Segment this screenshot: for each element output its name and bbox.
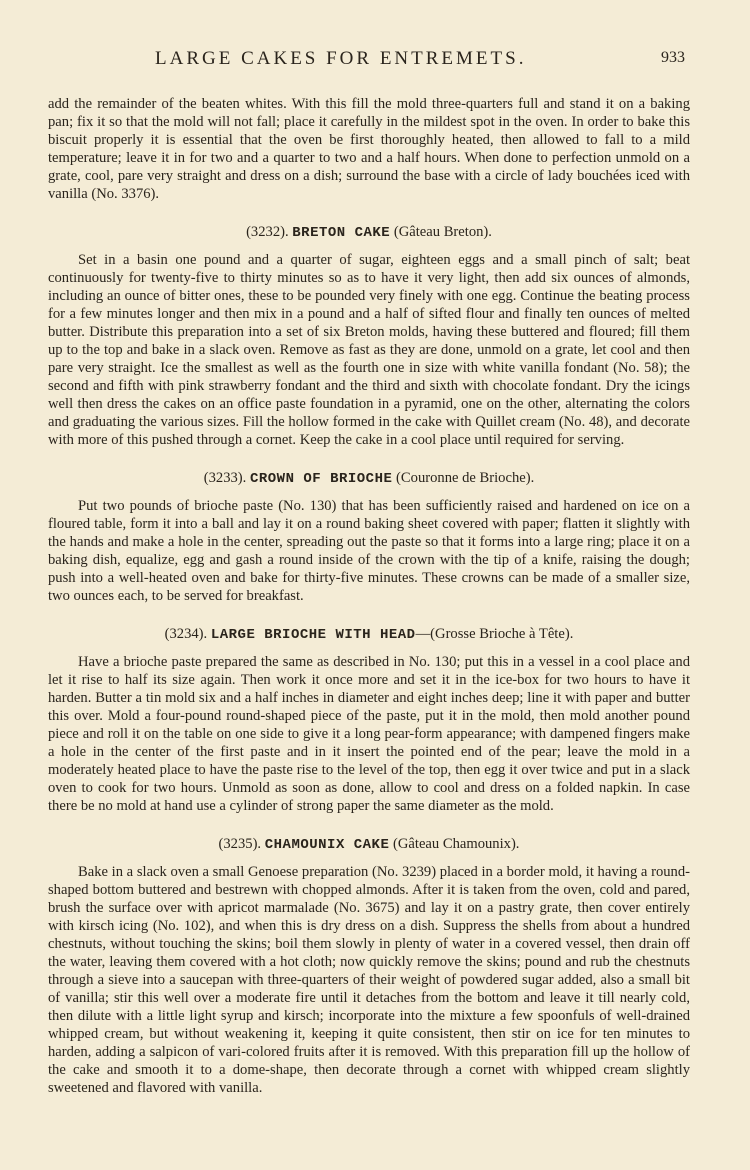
recipe-subtitle: (Gâteau Breton). [393, 224, 492, 240]
recipe-title: CHAMOUNIX CAKE [264, 837, 390, 853]
recipe-text-3234: Have a brioche paste prepared the same as described in No. 130; put this in a vessel in a cool place and let it rise to half its size again. Then work it once more and set it in the ice-box for two hours to have it harden. Butter a tin mold six and a half inches in diameter and eight inches deep; line it with paper and butter this over. Mold a four-pound round-shaped piece of the paste, put it in the mold, then mold another pound piece and roll it on the table on one side to give it a long pear-form appearance; with dampened fingers make a hole in the center of the first paste and in it insert the pointed end of the pear; leave the mold in a moderately heated place to have the paste rise to the level of the top, then egg it over twice and put in a slack oven to cook for two hours. Unmold as soon as done, allow to cool and dress on a folded napkin. In case there be no mold at hand use a cylinder of strong paper the same diameter as the mold. [48, 654, 690, 814]
continuation-paragraph: add the remainder of the beaten whites. With this fill the mold three-quarters full and stand it on a baking pan; fix it so that the mold will not fall; place it carefully in the mildest spot in the oven. In order to bake this biscuit properly it is essential that the oven be first thoroughly heated, then allowed to fall to a mild temperature; leave it in for two and a quarter to two and a half hours. When done to perfection unmold on a grate, cool, pare very straight and dress on a dish; surround the base with a circle of lady bouchées iced with vanilla (No. 3376). [48, 96, 690, 202]
recipe-subtitle: (Couronne de Brioche). [396, 470, 535, 486]
recipe-number: (3232). [246, 224, 289, 240]
recipe-title: CROWN OF BRIOCHE [249, 471, 393, 487]
recipe-heading-3233 [48, 469, 690, 488]
recipe-number: (3233). [203, 470, 247, 486]
recipe-heading-3235 [48, 835, 690, 854]
recipe-heading-3232 [48, 223, 690, 242]
recipe-subtitle: —(Grosse Brioche à Tête). [415, 626, 574, 642]
recipe-text-3233: Put two pounds of brioche paste (No. 130) that has been sufficiently raised and hardened on ice on a floured table, form it into a ball and lay it on a round baking sheet covered with paper; flatten it slightly with the hands and make a hole in the center, spreading out the paste so that it forms into a large ring; place it on a baking dish, equalize, egg and gash a round inside of the crown with the tip of a knife, raising the dough; push into a well-heated oven and bake for thirty-five minutes. These crowns can be made of a smaller size, two ounces each, to be served for breakfast. [48, 498, 690, 604]
recipe-text-3235: Bake in a slack oven a small Genoese preparation (No. 3239) placed in a border mold, it having a round-shaped bottom buttered and bestrewn with chopped almonds. After it is taken from the oven, cold and pared, brush the surface over with apricot marmalade (No. 3675) and lay it on a pastry grate, then cover entirely with kirsch icing (No. 102), and when this is dry dress on a dish. Suppress the shells from about a hundred chestnuts, without touching the skins; boil them slowly in plenty of water in a covered vessel, then drain off the water, leaving them covered with a hot cloth; now quickly remove the skins; pound and rub the chestnuts through a sieve into a saucepan with three-quarters of their weight of powdered sugar added, also a small bit of vanilla; stir this well over a moderate fire until it detaches from the bottom and leave it till nearly cold, then dilute with a little light syrup and kirsch; incorporate into the mixture a few spoonfuls of well-drained whipped cream, but without weakening it, keeping it quite consistent, then stir on ice for ten minutes to harden, adding a salpicon of vari-colored fruits after it is removed. With this preparation fill up the hollow of the cake and smooth it to a dome-shape, then decorate through a cornet with whipped cream slightly sweetened and flavored with vanilla. [48, 864, 690, 1096]
recipe-number: (3235). [218, 836, 262, 852]
recipe-text-3232: Set in a basin one pound and a quarter of sugar, eighteen eggs and a small pinch of salt; beat continuously for twenty-five to thirty minutes so as to have it very light, then add six ounces of almonds, including an ounce of bitter ones, these to be pounded very finely with one egg. Continue the beating process for a few minutes longer and then mix in a pound and a half of sifted flour and finally ten ounces of melted butter. Distribute this preparation into a set of six Breton molds, having these buttered and floured; fill them up to the top and bake in a slack oven. Remove as fast as they are done, unmold on a grate, let cool and then pare very straight. Ice the smallest as well as the fourth one in size with white vanilla fondant (No. 58); the second and fifth with pink strawberry fondant and the third and sixth with chocolate fondant. Dry the icings well then dress the cakes on an office paste foundation in a pyramid, one on the other, alternating the colors and graduating the various sizes. Fill the hollow formed in the cake with Quillet cream (No. 48), and decorate with more of this pushed through a cornet. Keep the cake in a cool place until required for serving. [48, 252, 690, 448]
page-number: 933 [661, 49, 685, 66]
page-body [48, 95, 690, 1097]
page-header [0, 48, 750, 72]
recipe-heading-3234 [48, 625, 690, 644]
recipe-number: (3234). [164, 626, 208, 642]
recipe-title: BRETON CAKE [292, 225, 391, 241]
recipe-subtitle: (Gâteau Chamounix). [393, 836, 520, 852]
running-title: LARGE CAKES FOR ENTREMETS. [155, 48, 527, 69]
recipe-title: LARGE BRIOCHE WITH HEAD [210, 627, 416, 643]
